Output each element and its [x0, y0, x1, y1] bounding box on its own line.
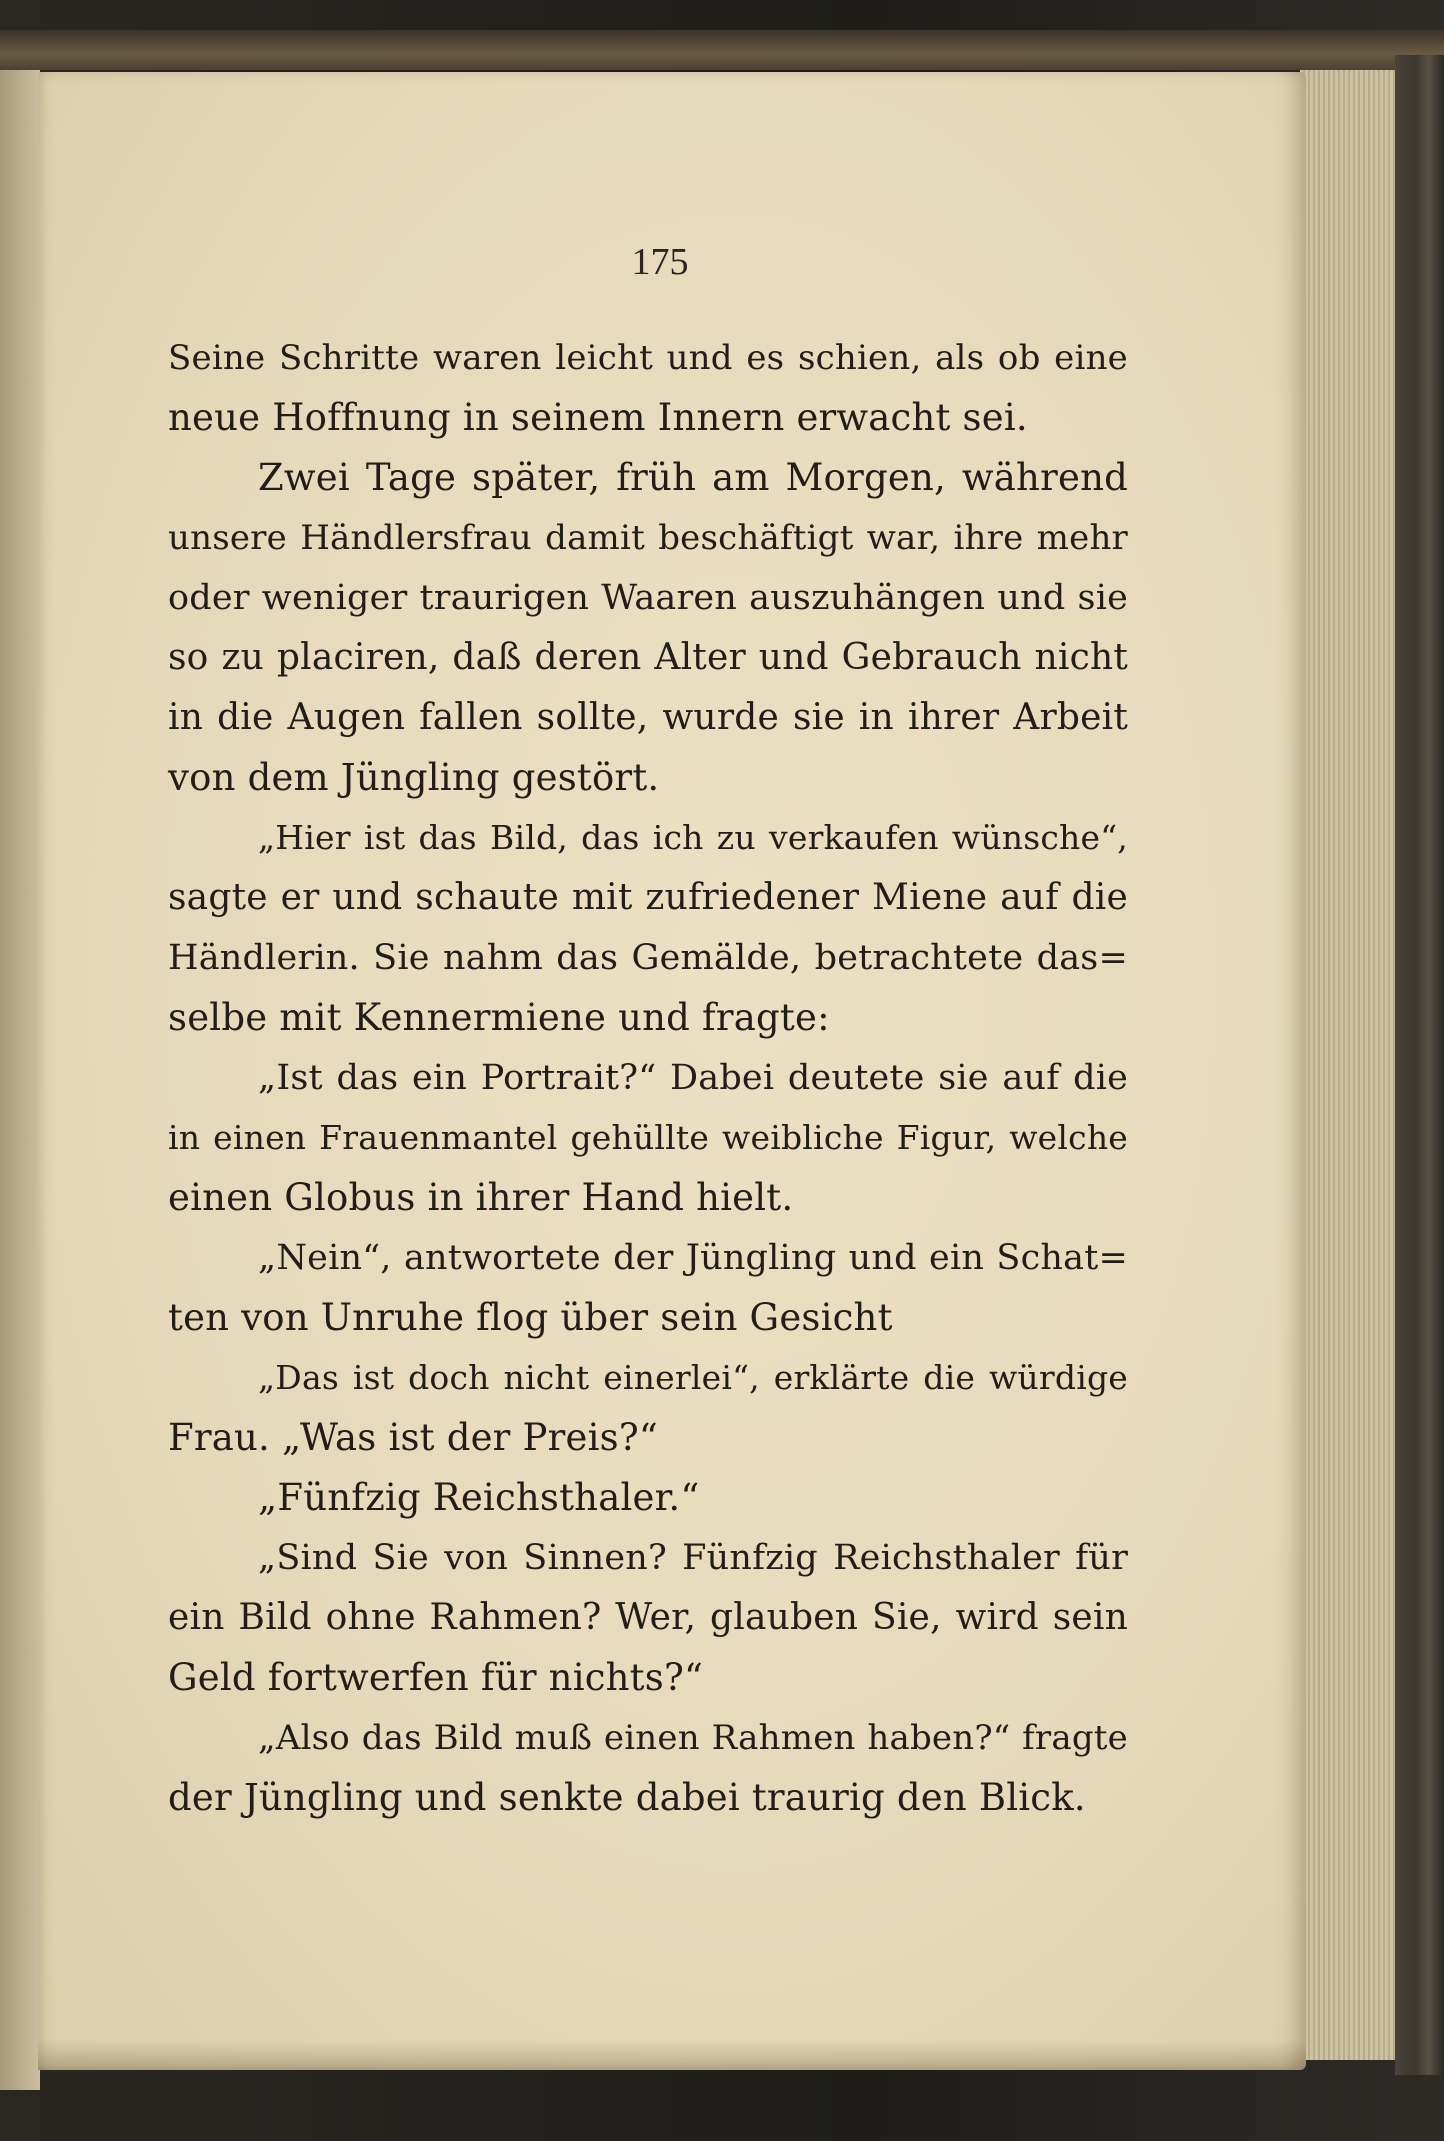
text-line: neue Hoffnung in seinem Innern erwacht sei.	[168, 396, 1028, 439]
text-line: Zwei Tage später, früh am Morgen, während	[258, 456, 1128, 499]
text-line: selbe mit Kennermiene und fragte:	[168, 996, 830, 1039]
text-line: ein Bild ohne Rahmen? Wer, glauben Sie, wird sein	[168, 1597, 1128, 1638]
text-line: so zu placiren, daß deren Alter und Gebrauch nicht	[168, 637, 1128, 678]
body-text	[168, 328, 1128, 1828]
page-bottom-shadow	[38, 2040, 1306, 2070]
text-line: Seine Schritte waren leicht und es schien, als ob eine	[168, 338, 1128, 378]
cover-top-edge	[0, 30, 1444, 70]
text-line: „Sind Sie von Sinnen? Fünfzig Reichsthaler für	[258, 1538, 1128, 1578]
text-line: „Hier ist das Bild, das ich zu verkaufen wünsche“,	[258, 818, 1128, 857]
text-line: „Das ist doch nicht einerlei“, erklärte die würdige	[258, 1358, 1128, 1397]
text-line: „Ist das ein Portrait?“ Dabei deutete sie auf die	[258, 1058, 1128, 1098]
text-line: in die Augen fallen sollte, wurde sie in ihrer Arbeit	[168, 697, 1128, 738]
cover-right-edge	[1395, 55, 1444, 2075]
page-number: 175	[631, 241, 689, 283]
text-line: unsere Händlersfrau damit beschäftigt war, ihre mehr	[168, 518, 1128, 558]
text-line: einen Globus in ihrer Hand hielt.	[168, 1176, 794, 1219]
page-stack	[1300, 70, 1395, 2060]
text-line: von dem Jüngling gestört.	[168, 756, 660, 799]
text-line: sagte er und schaute mit zufriedener Miene auf die	[168, 877, 1128, 918]
text-line: Frau. „Was ist der Preis?“	[168, 1416, 658, 1459]
text-line: oder weniger traurigen Waaren auszuhängen und sie	[168, 578, 1128, 618]
text-line: ten von Unruhe flog über sein Gesicht	[168, 1296, 893, 1339]
text-line: „Fünfzig Reichsthaler.“	[258, 1476, 700, 1519]
text-line: Geld fortwerfen für nichts?“	[168, 1656, 704, 1699]
text-line: in einen Frauenmantel gehüllte weibliche Figur, welche	[168, 1118, 1128, 1157]
text-line: „Also das Bild muß einen Rahmen haben?“ fragte	[258, 1718, 1128, 1758]
text-line: Händlerin. Sie nahm das Gemälde, betrachtete das=	[168, 938, 1128, 978]
text-line: der Jüngling und senkte dabei traurig den Blick.	[168, 1776, 1086, 1819]
text-line: „Nein“, antwortete der Jüngling und ein Schat=	[258, 1238, 1128, 1278]
previous-page-edge	[0, 70, 40, 2090]
